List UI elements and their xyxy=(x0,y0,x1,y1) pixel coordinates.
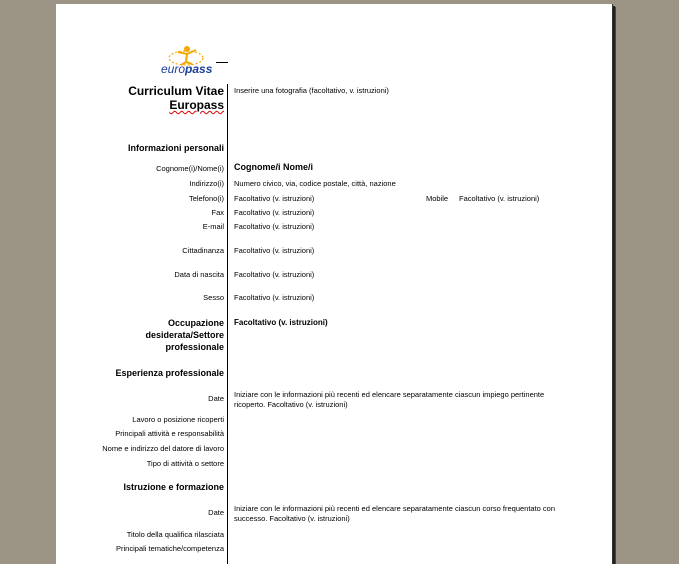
sex-label: Sesso xyxy=(203,293,224,302)
education-date-line1: Iniziare con le informazioni più recenti ed elencare separatamente ciascun corso frequentato con xyxy=(234,504,556,513)
education-date-label: Date xyxy=(208,508,224,517)
logo-underline xyxy=(216,62,228,63)
document-page xyxy=(56,4,613,564)
subjects-label: Principali tematiche/competenza xyxy=(116,544,224,553)
email-value: Facoltativo (v. istruzioni) xyxy=(234,222,315,231)
photo-note: Inserire una fotografia (facoltativo, v. istruzioni) xyxy=(234,86,389,95)
personal-section-title: Informazioni personali xyxy=(127,143,224,153)
cv-title-line2: Europass xyxy=(169,98,224,112)
occupation-title-line3: professionale xyxy=(165,342,224,352)
sex-value: Facoltativo (v. istruzioni) xyxy=(234,293,315,302)
fax-label: Fax xyxy=(211,208,224,217)
citizenship-value: Facoltativo (v. istruzioni) xyxy=(234,246,315,255)
address-label: Indirizzo(i) xyxy=(189,179,224,188)
qualification-label: Titolo della qualifica rilasciata xyxy=(126,530,224,539)
logo-suffix: pass xyxy=(185,62,213,76)
citizenship-label: Cittadinanza xyxy=(182,246,224,255)
name-label: Cognome(i)/Nome(i) xyxy=(156,164,224,173)
phone-value: Facoltativo (v. istruzioni) xyxy=(234,194,315,203)
birthdate-label: Data di nascita xyxy=(174,270,224,279)
employer-label: Nome e indirizzo del datore di lavoro xyxy=(102,444,224,453)
mobile-value: Facoltativo (v. istruzioni) xyxy=(459,194,540,203)
education-section-title: Istruzione e formazione xyxy=(123,482,224,492)
experience-date-value xyxy=(234,390,544,410)
experience-section-title: Esperienza professionale xyxy=(115,368,224,378)
birthdate-value: Facoltativo (v. istruzioni) xyxy=(234,270,315,279)
address-value: Numero civico, via, codice postale, città, nazione xyxy=(234,179,396,188)
email-label: E-mail xyxy=(202,222,224,231)
education-date-value xyxy=(234,504,555,524)
cv-title-line1: Curriculum Vitae xyxy=(128,84,224,98)
occupation-title xyxy=(145,317,224,353)
activities-label: Principali attività e responsabilità xyxy=(115,429,224,438)
position-label: Lavoro o posizione ricoperti xyxy=(132,415,224,424)
column-divider xyxy=(227,84,228,564)
occupation-title-line2: desiderata/Settore xyxy=(145,330,224,340)
experience-date-line1: Iniziare con le informazioni più recenti ed elencare separatamente ciascun impiego pertinente xyxy=(234,390,545,399)
name-value: Cognome/i Nome/i xyxy=(234,162,314,172)
education-date-line2: successo. Facoltativo (v. istruzioni) xyxy=(234,514,350,523)
mobile-label: Mobile xyxy=(426,194,449,203)
occupation-title-line1: Occupazione xyxy=(167,318,224,328)
experience-date-line2: ricoperto. Facoltativo (v. istruzioni) xyxy=(234,400,348,409)
phone-label: Telefono(i) xyxy=(188,194,224,203)
cv-title xyxy=(128,84,224,112)
occupation-value: Facoltativo (v. istruzioni) xyxy=(234,318,328,327)
logo-prefix: euro xyxy=(161,62,186,76)
sector-label: Tipo di attività o settore xyxy=(146,459,224,468)
experience-date-label: Date xyxy=(208,394,224,403)
fax-value: Facoltativo (v. istruzioni) xyxy=(234,208,315,217)
